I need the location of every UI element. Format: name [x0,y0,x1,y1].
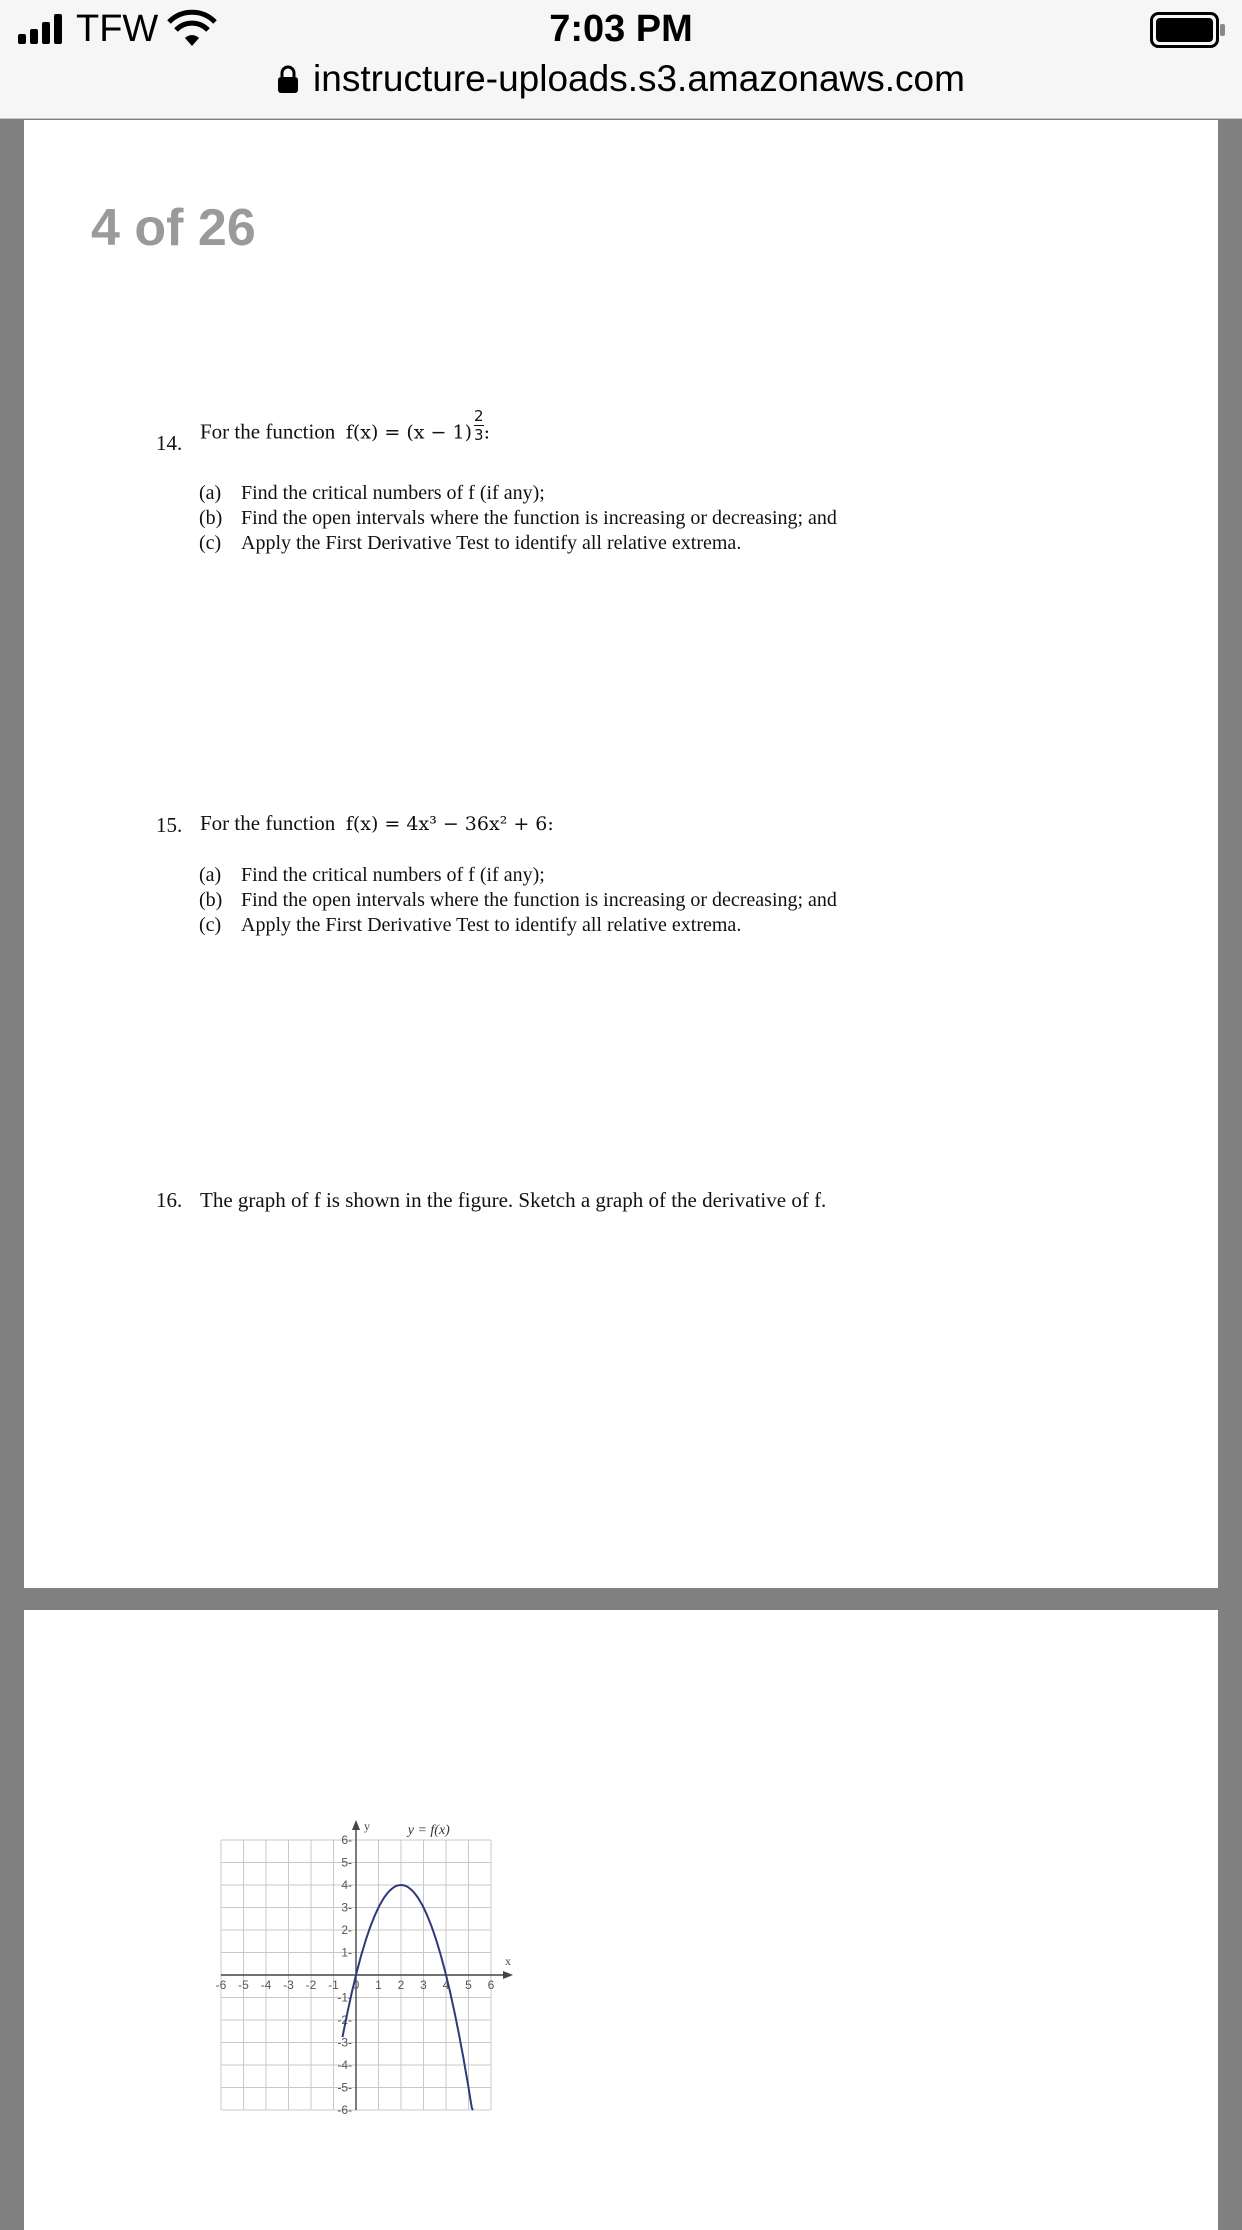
part-label: (a) [199,864,222,886]
y-tick-label: 1- [341,1945,352,1960]
part-c [199,914,741,937]
part-label: (b) [199,889,223,911]
question-text [200,407,490,452]
part-a [199,482,545,505]
document-page [24,120,1218,1588]
question-number: 16. [156,1188,183,1212]
browser-top-bar [0,0,1242,119]
question-number: 14. [156,431,183,455]
question-text [200,811,554,836]
x-axis-label: x [505,1954,511,1968]
part-b [199,889,837,912]
url-text: instructure-uploads.s3.amazonaws.com [313,58,965,99]
y-tick-label: -3- [337,2035,352,2050]
x-tick-label: -3 [283,1978,294,1992]
part-text: Find the critical numbers of f (if any); [241,482,545,504]
x-tick-label: 6 [487,1978,495,1992]
x-tick-label: -6 [215,1978,227,1992]
exponent-numerator: 2 [474,407,484,425]
y-tick-label: 4- [341,1878,352,1892]
y-tick-label: -1- [337,1990,352,2005]
function-expression: f(x) = 4x³ − 36x² + 6: [345,813,554,835]
part-c [199,532,741,555]
part-a [199,864,545,887]
part-text: Apply the First Derivative Test to identify all relative extrema. [241,914,742,936]
part-label: (c) [199,532,222,554]
document-page [24,1610,1218,2230]
part-label: (b) [199,507,223,529]
chart-title: y = f(x) [407,1823,450,1838]
question-text: The graph of f is shown in the figure. Sketch a graph of the derivative of f. [200,1188,827,1212]
y-tick-label: -6- [337,2103,352,2117]
y-tick-label: -5- [337,2080,352,2095]
x-tick-label: 5 [465,1978,472,1992]
x-tick-label: 0 [352,1978,360,1992]
page-counter: 4 of 26 [91,199,256,257]
x-tick-label: -1 [328,1978,339,1992]
part-label: (a) [199,482,222,504]
address-bar[interactable] [0,58,1242,104]
y-axis-label: y [364,1819,370,1833]
part-text: Apply the First Derivative Test to identify all relative extrema. [241,532,742,554]
lock-icon [277,64,299,94]
part-label: (c) [199,914,222,936]
carrier-name: TFW [76,8,159,50]
question-intro: For the function [200,811,336,835]
y-tick-label: -4- [337,2058,352,2072]
battery-icon [1150,12,1226,48]
function-end: : [483,421,490,444]
status-time: 7:03 PM [549,8,693,50]
exponent-denominator: 3 [474,426,484,444]
part-text: Find the open intervals where the function is increasing or decreasing; and [241,507,837,529]
y-axis-arrow [352,1820,360,1830]
x-tick-label: -4 [260,1978,272,1992]
question-number: 15. [156,813,183,837]
part-b [199,507,837,530]
part-text: Find the open intervals where the function is increasing or decreasing; and [241,889,837,911]
y-tick-label: 6- [341,1833,352,1847]
x-tick-label: -5 [238,1978,249,1992]
exponent-fraction [474,407,484,444]
x-tick-label: 2 [397,1978,405,1992]
part-text: Find the critical numbers of f (if any); [241,864,545,886]
y-tick-label: 2- [341,1923,352,1937]
function-graph [215,1760,560,2117]
x-tick-label: -2 [305,1978,317,1992]
x-tick-label: 1 [375,1978,382,1992]
x-axis-arrow [503,1971,513,1979]
question-intro: For the function [200,419,336,444]
y-tick-label: -2- [337,2013,352,2027]
function-expression: f(x) = (x − 1) [345,421,473,444]
x-tick-label: 3 [420,1978,427,1992]
x-tick-label: 4 [442,1978,450,1992]
y-tick-label: 5- [341,1855,352,1870]
y-tick-label: 3- [341,1900,352,1915]
